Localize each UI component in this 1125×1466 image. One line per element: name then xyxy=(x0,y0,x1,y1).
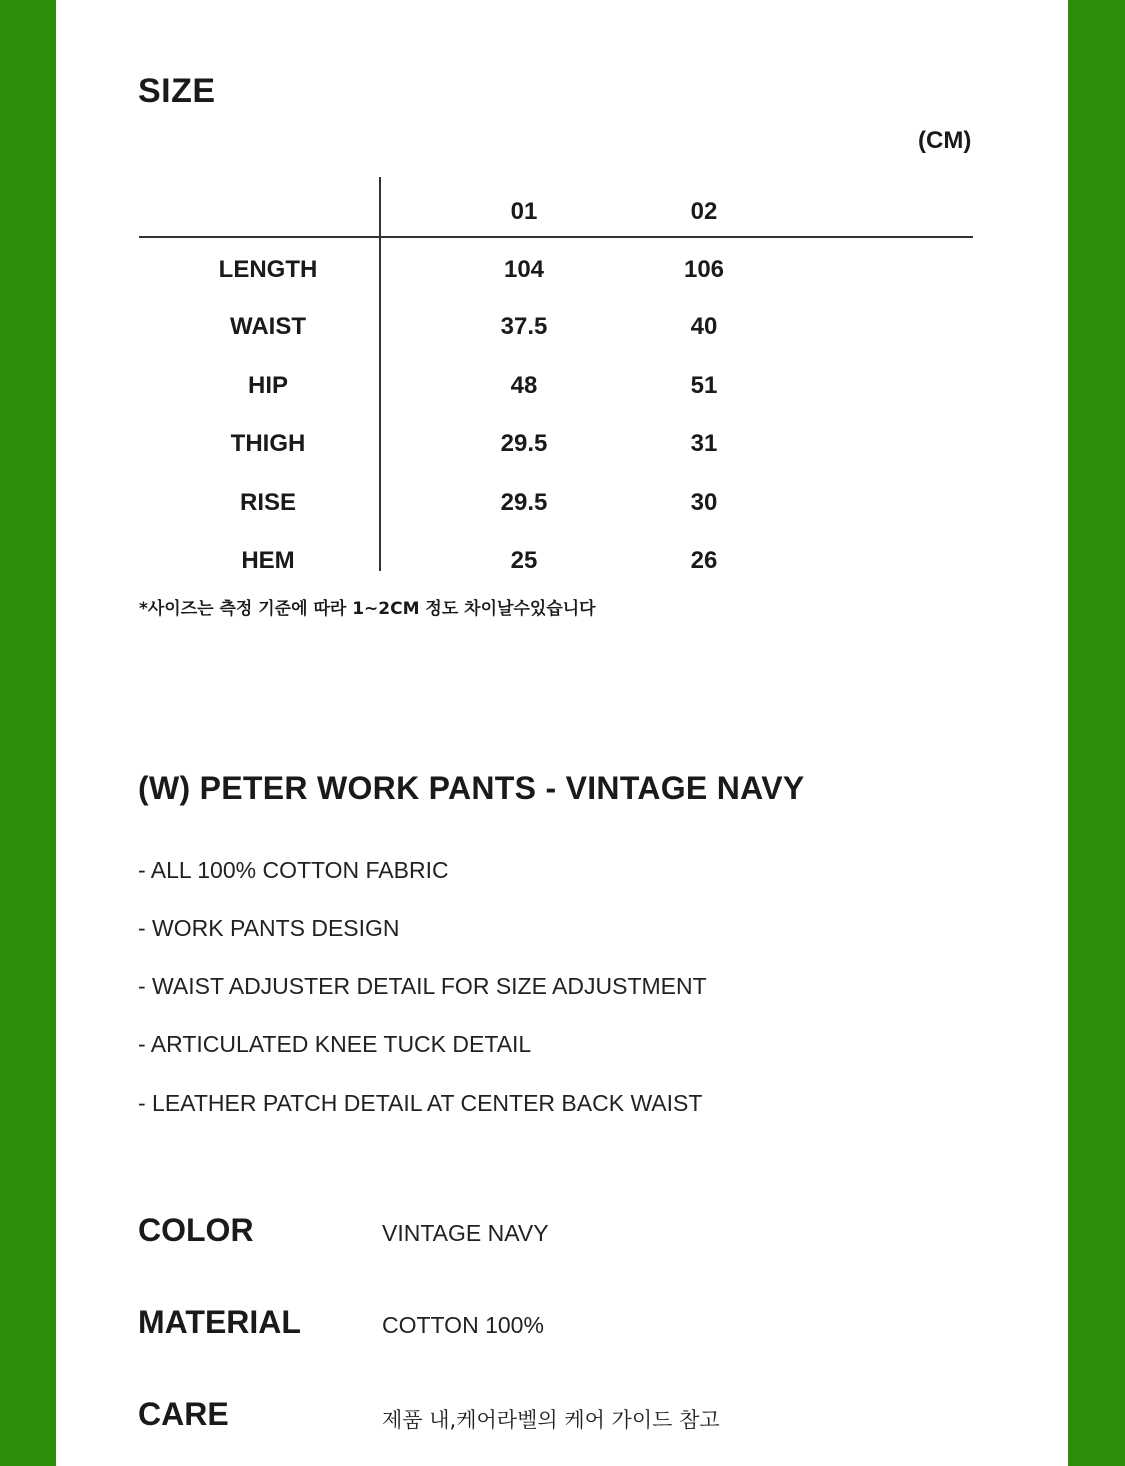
product-title: (W) PETER WORK PANTS - VINTAGE NAVY xyxy=(138,770,805,806)
cell-rise-02: 30 xyxy=(690,489,718,516)
row-label-thigh: THIGH xyxy=(230,430,306,457)
feature-item: - ALL 100% COTTON FABRIC xyxy=(138,857,449,883)
product-detail-page xyxy=(56,0,1068,1466)
spec-label-material: MATERIAL xyxy=(138,1304,301,1340)
cell-thigh-01: 29.5 xyxy=(500,430,548,457)
spec-value-color: VINTAGE NAVY xyxy=(382,1220,549,1246)
cell-rise-01: 29.5 xyxy=(500,489,548,516)
size-section-title: SIZE xyxy=(138,72,216,110)
row-label-waist: WAIST xyxy=(230,313,306,340)
feature-item: - LEATHER PATCH DETAIL AT CENTER BACK WAIST xyxy=(138,1090,703,1116)
cell-thigh-02: 31 xyxy=(690,430,718,457)
size-column-01: 01 xyxy=(510,198,538,225)
cell-hip-02: 51 xyxy=(690,372,718,399)
feature-item: - WAIST ADJUSTER DETAIL FOR SIZE ADJUSTMENT xyxy=(138,973,707,999)
cell-length-01: 104 xyxy=(503,256,545,283)
table-header-divider xyxy=(139,236,973,238)
row-label-hip: HIP xyxy=(247,372,288,399)
spec-value-material: COTTON 100% xyxy=(382,1312,544,1338)
row-label-rise: RISE xyxy=(239,489,296,516)
row-label-length: LENGTH xyxy=(218,256,318,283)
cell-length-02: 106 xyxy=(683,256,725,283)
size-note: *사이즈는 측정 기준에 따라 1~2CM 정도 차이날수있습니다 xyxy=(139,599,596,619)
feature-item: - ARTICULATED KNEE TUCK DETAIL xyxy=(138,1031,532,1057)
cell-hem-02: 26 xyxy=(690,547,718,574)
cell-hem-01: 25 xyxy=(510,547,538,574)
size-column-02: 02 xyxy=(690,198,718,225)
cell-hip-01: 48 xyxy=(510,372,538,399)
cell-waist-02: 40 xyxy=(690,313,718,340)
cell-waist-01: 37.5 xyxy=(500,313,548,340)
spec-label-care: CARE xyxy=(138,1396,229,1432)
spec-label-color: COLOR xyxy=(138,1212,254,1248)
spec-value-care: 제품 내,케어라벨의 케어 가이드 참고 xyxy=(382,1408,720,1432)
feature-item: - WORK PANTS DESIGN xyxy=(138,915,400,941)
unit-label: (CM) xyxy=(918,127,972,154)
row-label-hem: HEM xyxy=(241,547,295,574)
